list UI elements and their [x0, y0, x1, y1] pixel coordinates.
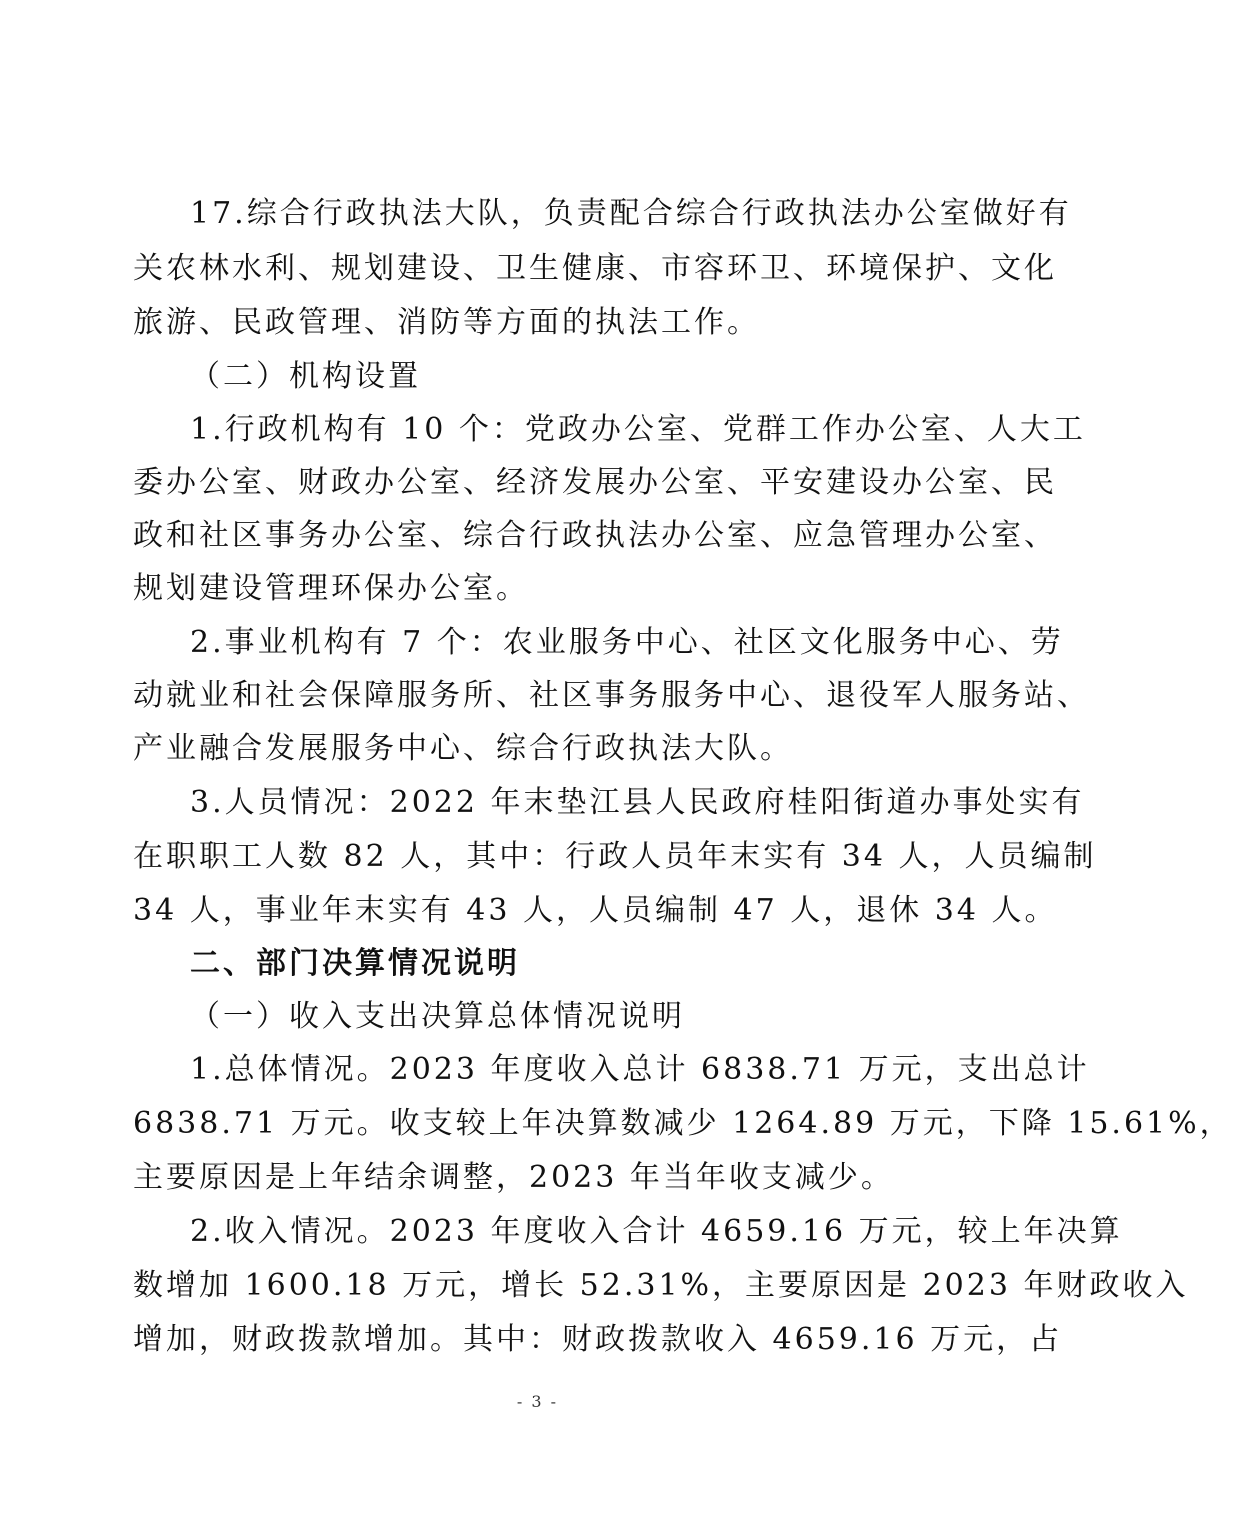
admin-orgs-line-3: 政和社区事务办公室、综合行政执法办公室、应急管理办公室、 [133, 518, 1057, 553]
staffing-line-1: 3.人员情况：2022 年末垫江县人民政府桂阳街道办事处实有 [190, 785, 1085, 820]
income-line-1: 2.收入情况。2023 年度收入合计 4659.16 万元，较上年决算 [190, 1214, 1123, 1249]
paragraph-17-line-3: 旅游、民政管理、消防等方面的执法工作。 [133, 305, 760, 340]
page-number: - 3 - [516, 1392, 559, 1411]
public-orgs-line-2: 动就业和社会保障服务所、社区事务服务中心、退役军人服务站、 [133, 678, 1090, 713]
public-orgs-line-3: 产业融合发展服务中心、综合行政执法大队。 [133, 731, 793, 766]
section-heading-two: 二、部门决算情况说明 [190, 946, 520, 981]
public-orgs-line-1: 2.事业机构有 7 个：农业服务中心、社区文化服务中心、劳 [190, 625, 1064, 660]
paragraph-17-line-1: 17.综合行政执法大队，负责配合综合行政执法办公室做好有 [190, 196, 1072, 231]
paragraph-17-line-2: 关农林水利、规划建设、卫生健康、市容环卫、环境保护、文化 [133, 251, 1057, 286]
section-heading-org-setup: （二）机构设置 [190, 359, 421, 394]
income-line-2: 数增加 1600.18 万元，增长 52.31%，主要原因是 2023 年财政收入 [133, 1268, 1189, 1303]
admin-orgs-line-4: 规划建设管理环保办公室。 [133, 571, 529, 606]
income-line-3: 增加，财政拨款增加。其中：财政拨款收入 4659.16 万元，占 [133, 1322, 1063, 1357]
staffing-line-2: 在职职工人数 82 人，其中：行政人员年末实有 34 人，人员编制 [133, 839, 1097, 874]
section-subheading-overall: （一）收入支出决算总体情况说明 [190, 999, 685, 1034]
overall-line-1: 1.总体情况。2023 年度收入总计 6838.71 万元，支出总计 [190, 1052, 1090, 1087]
staffing-line-3: 34 人，事业年末实有 43 人，人员编制 47 人，退休 34 人。 [133, 893, 1058, 928]
admin-orgs-line-1: 1.行政机构有 10 个：党政办公室、党群工作办公室、人大工 [190, 412, 1086, 447]
overall-line-2: 6838.71 万元。收支较上年决算数减少 1264.89 万元，下降 15.61%， [133, 1106, 1233, 1141]
overall-line-3: 主要原因是上年结余调整，2023 年当年收支减少。 [133, 1160, 894, 1195]
admin-orgs-line-2: 委办公室、财政办公室、经济发展办公室、平安建设办公室、民 [133, 465, 1057, 500]
